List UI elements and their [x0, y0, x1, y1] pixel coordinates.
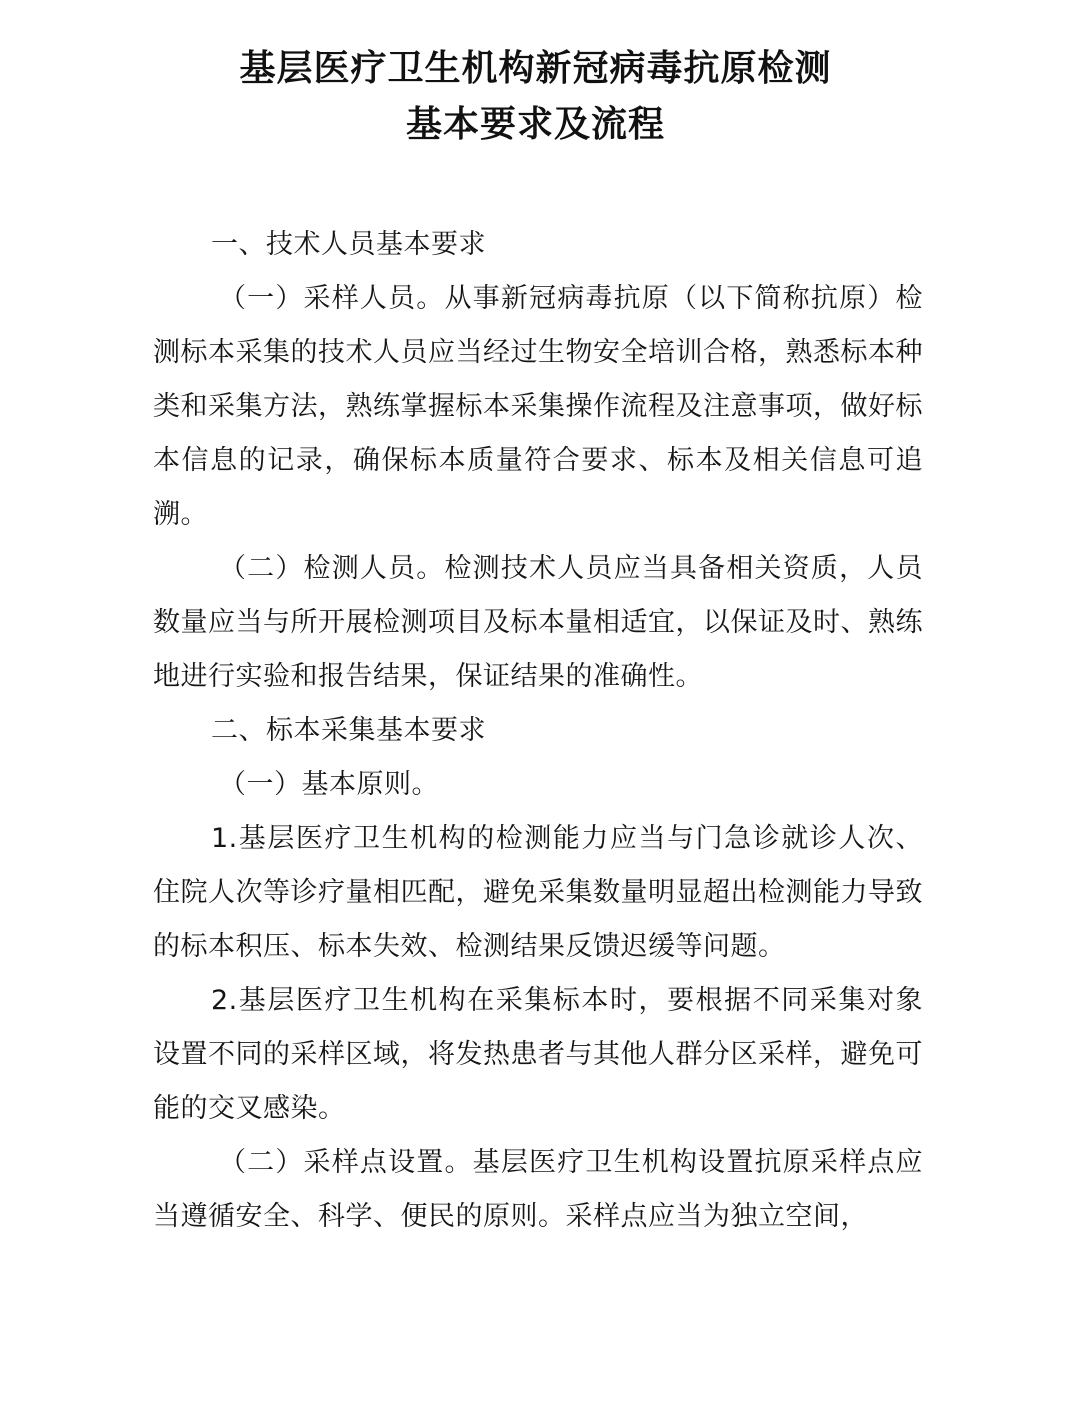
document-title [0, 40, 1071, 152]
title-line-2: 基本要求及流程 [405, 103, 665, 145]
paragraph-sampling-site: （二）采样点设置。基层医疗卫生机构设置抗原采样点应当遵循安全、科学、便民的原则。采样点应当为独立空间， [153, 1147, 923, 1232]
section-heading-1: 一、技术人员基本要求 [211, 229, 486, 260]
section-heading-2: 二、标本采集基本要求 [211, 715, 486, 746]
paragraph-sampling-staff: （一）采样人员。从事新冠病毒抗原（以下简称抗原）检测标本采集的技术人员应当经过生物安全培训合格，熟悉标本种类和采集方法，熟练掌握标本采集操作流程及注意事项，做好标本信息的记录，确保标本质量符合要求、标本及相关信息可追溯。 [153, 283, 923, 530]
document-body [153, 218, 923, 1244]
title-line-1: 基层医疗卫生机构新冠病毒抗原检测 [239, 47, 832, 89]
paragraph-principle-1: 1.基层医疗卫生机构的检测能力应当与门急诊就诊人次、住院人次等诊疗量相匹配，避免采集数量明显超出检测能力导致的标本积压、标本失效、检测结果反馈迟缓等问题。 [153, 823, 923, 962]
paragraph-principle-2: 2.基层医疗卫生机构在采集标本时，要根据不同采集对象设置不同的采样区域，将发热患者与其他人群分区采样，避免可能的交叉感染。 [153, 985, 923, 1124]
paragraph-testing-staff: （二）检测人员。检测技术人员应当具备相关资质，人员数量应当与所开展检测项目及标本量相适宜，以保证及时、熟练地进行实验和报告结果，保证结果的准确性。 [153, 553, 923, 692]
subheading-basic-principles: （一）基本原则。 [219, 769, 439, 800]
